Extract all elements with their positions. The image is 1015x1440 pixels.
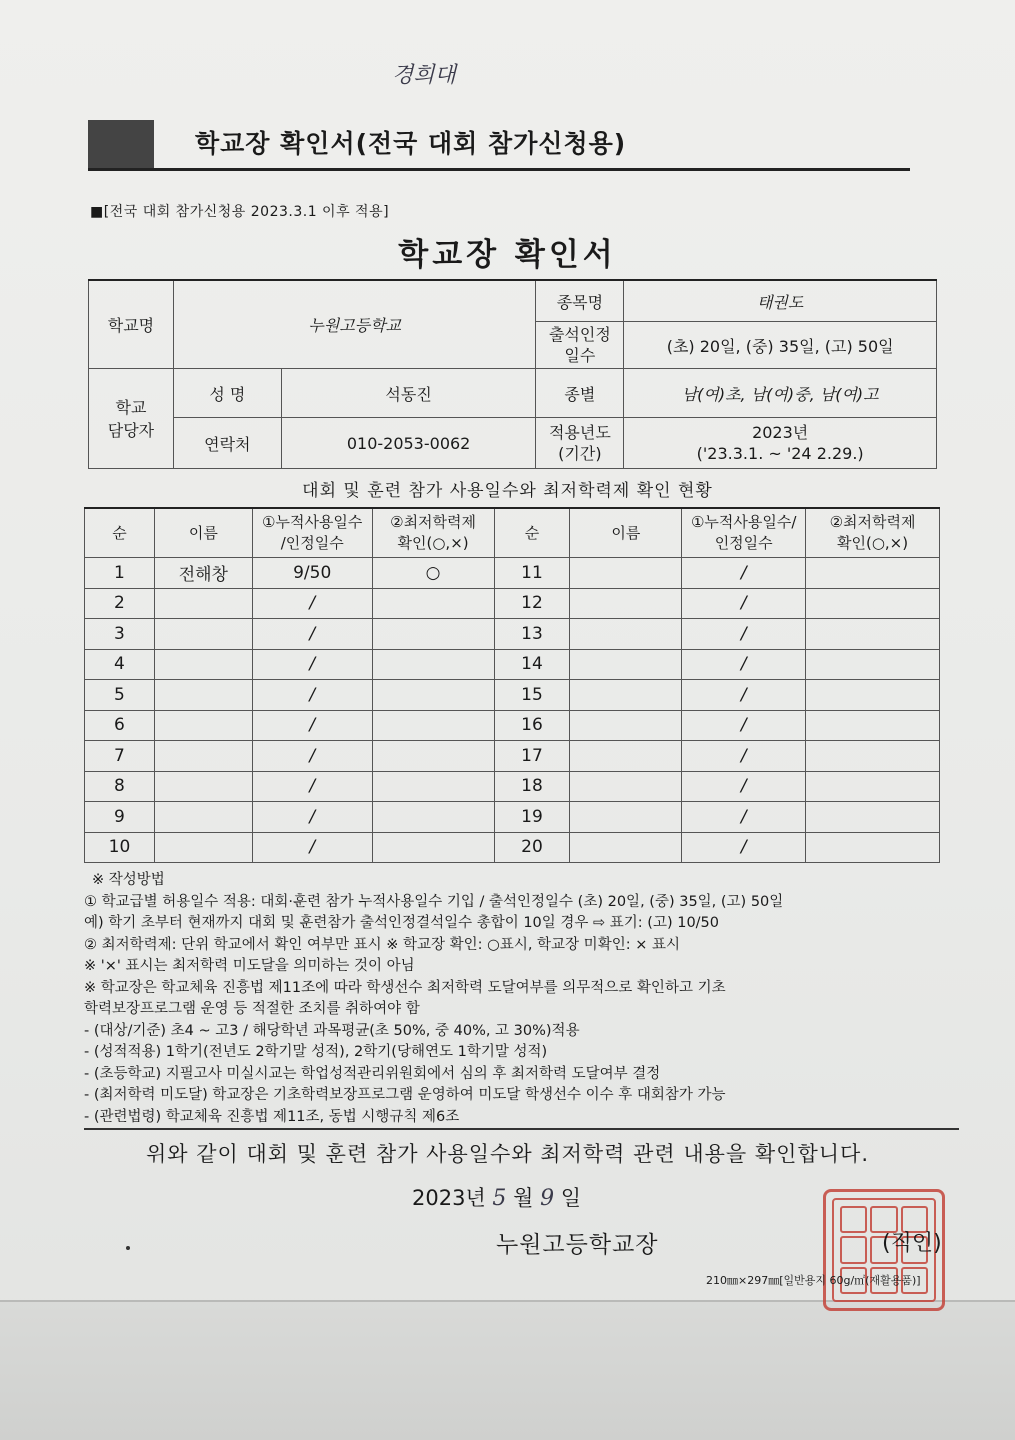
- row-grade: [372, 802, 494, 833]
- row-no: 1: [85, 558, 155, 589]
- row-grade-right: [806, 710, 940, 741]
- attend-label-line2: 일수: [564, 346, 596, 365]
- note-line: 학력보장프로그램 운영 등 적절한 조치를 취하여야 함: [84, 1001, 420, 1017]
- row-days-right: /: [682, 832, 806, 863]
- row-days: /: [252, 802, 372, 833]
- sport-label: 종목명: [536, 280, 624, 322]
- col-grade-right-line1: ②최저학력제: [829, 513, 916, 531]
- row-days-right: /: [682, 710, 806, 741]
- manager-label: [89, 369, 174, 469]
- row-grade: ○: [372, 558, 494, 589]
- table-row: [85, 588, 940, 619]
- col-no-right: 순: [494, 508, 570, 558]
- row-name: [154, 710, 252, 741]
- sport-value: 태권도: [624, 280, 937, 322]
- row-grade: [372, 588, 494, 619]
- row-grade: [372, 741, 494, 772]
- attend-value: (초) 20일, (중) 35일, (고) 50일: [624, 322, 937, 369]
- row-no-right: 12: [494, 588, 570, 619]
- row-name-right: [570, 710, 682, 741]
- contact-label: 연락처: [173, 418, 281, 469]
- row-days-right: /: [682, 619, 806, 650]
- row-no: 7: [85, 741, 155, 772]
- table-row: [85, 558, 940, 589]
- note-line: - (관련법령) 학교체육 진흥법 제11조, 동법 시행규칙 제6조: [84, 1108, 460, 1125]
- col-days-line2: /인정일수: [280, 534, 344, 552]
- row-grade: [372, 832, 494, 863]
- row-grade-right: [806, 771, 940, 802]
- writing-instructions: [84, 870, 964, 1128]
- header-rule: [88, 168, 910, 171]
- row-days: /: [252, 649, 372, 680]
- row-days: /: [252, 771, 372, 802]
- row-name: [154, 802, 252, 833]
- seal-label: (직인): [882, 1231, 942, 1256]
- row-name-right: [570, 619, 682, 650]
- row-days-right: /: [682, 558, 806, 589]
- row-no-right: 13: [494, 619, 570, 650]
- note-line: - (최저학력 미도달) 학교장은 기초학력보장프로그램 운영하여 미도달 학생선수 이수 후 대회참가 가능: [84, 1087, 726, 1103]
- row-days: /: [252, 741, 372, 772]
- table-title: 대회 및 훈련 참가 사용일수와 최저학력제 확인 현황: [302, 481, 713, 501]
- row-name: 전해창: [154, 558, 252, 589]
- row-no-right: 15: [494, 680, 570, 711]
- col-name-right: 이름: [570, 508, 682, 558]
- attend-label: [536, 322, 624, 369]
- year-label-line1: 적용년도: [548, 423, 611, 442]
- col-days-right: [682, 508, 806, 558]
- confirm-statement: 위와 같이 대회 및 훈련 참가 사용일수와 최저학력 관련 내용을 확인합니다.: [145, 1142, 869, 1166]
- table-row: [85, 771, 940, 802]
- row-days: /: [252, 619, 372, 650]
- row-name: [154, 588, 252, 619]
- row-grade: [372, 649, 494, 680]
- table-surface: [0, 1300, 1015, 1440]
- row-grade: [372, 680, 494, 711]
- note-line: - (초등학교) 지필고사 미실시교는 학업성적관리위원회에서 심의 후 최저학력 도달여부 결정: [84, 1065, 661, 1082]
- row-name: [154, 771, 252, 802]
- row-name-right: [570, 771, 682, 802]
- row-grade: [372, 771, 494, 802]
- note-line: ② 최저학력제: 단위 학교에서 확인 여부만 표시 ※ 학교장 확인: ○표시, 학교장 미확인: × 표시: [84, 936, 680, 953]
- row-name: [154, 619, 252, 650]
- row-days: /: [252, 710, 372, 741]
- row-no-right: 11: [494, 558, 570, 589]
- col-grade-right: [806, 508, 940, 558]
- row-days-right: /: [682, 588, 806, 619]
- table-header-row: [85, 508, 940, 558]
- row-no: 6: [85, 710, 155, 741]
- row-name-right: [570, 802, 682, 833]
- row-no: 5: [85, 680, 155, 711]
- row-name-right: [570, 741, 682, 772]
- row-grade: [372, 710, 494, 741]
- principal-name: 누원고등학교장: [496, 1232, 659, 1258]
- manager-label-line1: 학교: [115, 397, 147, 417]
- col-days: [252, 508, 372, 558]
- table-row: [85, 649, 940, 680]
- table-row: [85, 741, 940, 772]
- issue-date: [412, 1182, 581, 1212]
- manager-label-line2: 담당자: [107, 420, 155, 440]
- col-grade-line1: ②최저학력제: [390, 513, 477, 531]
- header-title: 학교장 확인서(전국 대회 참가신청용): [195, 129, 627, 158]
- row-no-right: 16: [494, 710, 570, 741]
- col-no: 순: [85, 508, 155, 558]
- col-days-right-line2: 인정일수: [714, 534, 773, 552]
- row-name-right: [570, 588, 682, 619]
- row-name: [154, 680, 252, 711]
- school-label: 학교명: [89, 280, 174, 369]
- note-line: ※ 학교장은 학교체육 진흥법 제11조에 따라 학생선수 최저학력 도달여부를 의무적으로 확인하고 기초: [84, 979, 726, 996]
- row-no-right: 14: [494, 649, 570, 680]
- row-days-right: /: [682, 771, 806, 802]
- note-line: ① 학교급별 허용일수 적용: 대회·훈련 참가 누적사용일수 기입 / 출석인정일수 (초) 20일, (중) 35일, (고) 50일: [84, 893, 784, 910]
- handwritten-note: 경희대: [392, 63, 456, 88]
- row-no: 2: [85, 588, 155, 619]
- row-grade-right: [806, 619, 940, 650]
- school-value: 누원고등학교: [173, 280, 536, 369]
- row-grade: [372, 619, 494, 650]
- row-days-right: /: [682, 649, 806, 680]
- row-name: [154, 832, 252, 863]
- col-days-line1: ①누적사용일수: [262, 513, 363, 531]
- row-days: 9/50: [252, 558, 372, 589]
- col-days-right-line1: ①누적사용일수/: [690, 513, 797, 531]
- row-no: 8: [85, 771, 155, 802]
- row-name-right: [570, 680, 682, 711]
- header-block: [88, 120, 154, 168]
- row-grade-right: [806, 802, 940, 833]
- note-line: ※ '×' 표시는 최저학력 미도달을 의미하는 것이 아님: [84, 958, 415, 974]
- gender-label: 종별: [536, 369, 624, 418]
- date-month-label: 월: [513, 1186, 534, 1210]
- row-no-right: 18: [494, 771, 570, 802]
- year-label: [536, 418, 624, 469]
- row-no: 10: [85, 832, 155, 863]
- row-name: [154, 649, 252, 680]
- name-value: 석동진: [281, 369, 536, 418]
- date-day-label: 일: [560, 1186, 582, 1210]
- note-line: - (성적적용) 1학기(전년도 2학기말 성적), 2학기(당해연도 1학기말 성적): [84, 1044, 548, 1060]
- row-days-right: /: [682, 680, 806, 711]
- contact-value: 010-2053-0062: [281, 418, 536, 469]
- attend-label-line1: 출석인정: [548, 325, 611, 344]
- row-grade-right: [806, 680, 940, 711]
- table-row: [85, 710, 940, 741]
- row-days: /: [252, 680, 372, 711]
- year-label-line2: (기간): [558, 444, 602, 463]
- col-grade: [372, 508, 494, 558]
- table-row: [85, 802, 940, 833]
- row-grade-right: [806, 832, 940, 863]
- name-label: 성 명: [173, 369, 281, 418]
- note-line: 예) 학기 초부터 현재까지 대회 및 훈련참가 출석인정결석일수 총합이 10일 경우 ⇨ 표기: (고) 10/50: [84, 915, 720, 931]
- col-grade-line2: 확인(○,×): [397, 534, 469, 552]
- row-no-right: 19: [494, 802, 570, 833]
- year-value: [624, 418, 937, 469]
- row-name-right: [570, 649, 682, 680]
- doc-title: 학교장 확인서: [398, 237, 617, 273]
- year-value-line1: 2023년: [752, 423, 809, 442]
- row-no: 3: [85, 619, 155, 650]
- row-no-right: 17: [494, 741, 570, 772]
- col-grade-right-line2: 확인(○,×): [836, 534, 909, 552]
- row-grade-right: [806, 741, 940, 772]
- date-day: 9: [540, 1186, 555, 1211]
- row-name-right: [570, 832, 682, 863]
- confirm-rule: [84, 1128, 959, 1130]
- note-line: - (대상/기준) 초4 ~ 고3 / 해당학년 과목평균(초 50%, 중 40%, 고 30%)적용: [84, 1022, 580, 1039]
- row-grade-right: [806, 558, 940, 589]
- participation-table: [84, 507, 940, 863]
- row-no: 4: [85, 649, 155, 680]
- table-row: [85, 832, 940, 863]
- date-year: 2023년: [412, 1186, 486, 1210]
- row-days-right: /: [682, 802, 806, 833]
- row-days-right: /: [682, 741, 806, 772]
- row-days: /: [252, 832, 372, 863]
- row-name-right: [570, 558, 682, 589]
- note-heading: ※ 작성방법: [92, 872, 165, 888]
- gender-value: 남(여)초, 남(여)중, 남(여)고: [624, 369, 937, 418]
- year-value-line2: ('23.3.1. ~ '24 2.29.): [696, 444, 864, 463]
- sub-note: ■[전국 대회 참가신청용 2023.3.1 이후 적용]: [90, 204, 390, 220]
- col-name: 이름: [154, 508, 252, 558]
- row-name: [154, 741, 252, 772]
- row-grade-right: [806, 588, 940, 619]
- table-row: [85, 680, 940, 711]
- row-grade-right: [806, 649, 940, 680]
- row-no-right: 20: [494, 832, 570, 863]
- row-days: /: [252, 588, 372, 619]
- info-table: [88, 279, 937, 469]
- row-no: 9: [85, 802, 155, 833]
- table-row: [85, 619, 940, 650]
- date-month: 5: [492, 1186, 507, 1211]
- paper-spec: 210㎜×297㎜[일반용지 60g/㎡(재활용품)]: [706, 1274, 921, 1287]
- stray-mark: [126, 1246, 130, 1250]
